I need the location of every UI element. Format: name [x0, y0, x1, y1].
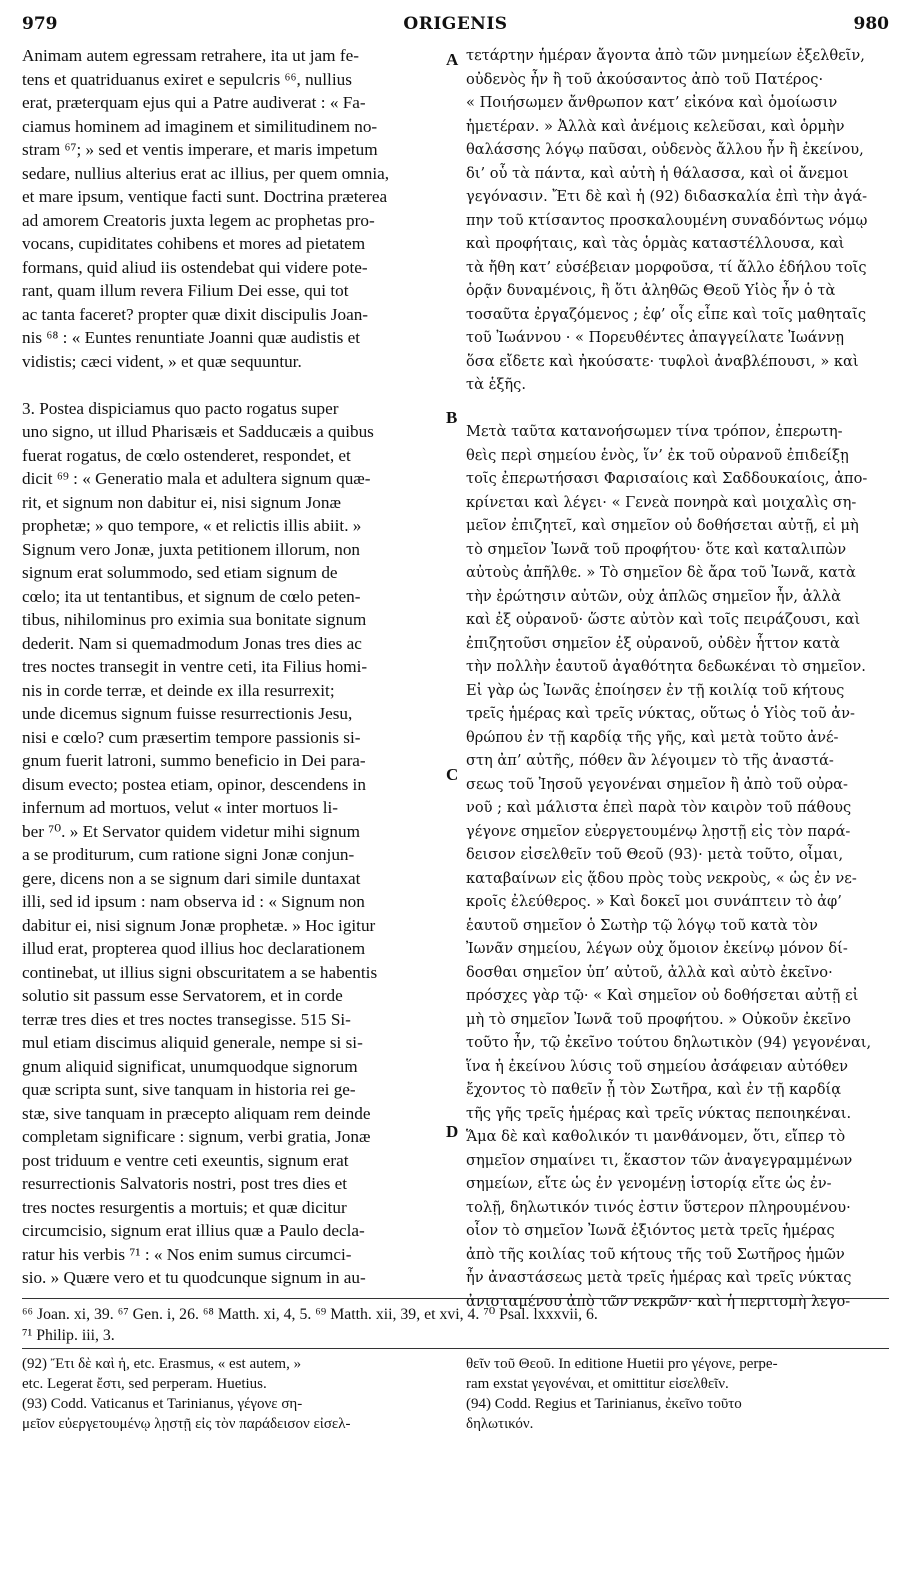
page-header — [22, 14, 889, 40]
text-line: nisi e cœlo? cum præsertim tempore passionis si- — [22, 727, 361, 747]
text-line: τοῦ Ἰωάννου · « Πορευθέντες ἀπαγγείλατε Ἰωάννῃ — [466, 329, 845, 346]
text-line: τρεῖς ἡμέρας καὶ τρεῖς νύκτας, οὕτως ὁ Υἱὸς τοῦ ἀν- — [466, 705, 855, 722]
text-line: τὴν ἐρώτησιν αὐτῶν, οὐχ ἁπλῶς σημεῖον ἦν, ἀλλὰ — [466, 587, 841, 605]
text-line: mul etiam discimus aliquid generale, nempe si si- — [22, 1033, 363, 1052]
text-line: θρώπου ἐν τῇ καρδίᾳ τῆς γῆς, καὶ μετὰ τοῦτο ἀνέ- — [466, 728, 839, 746]
text-line: signum erat solummodo, sed etiam signum de — [22, 563, 338, 582]
text-line: vocans, cupiditates cohibens et mores ad pietatem — [22, 234, 366, 253]
text-line: οἷον τὸ σημεῖον Ἰωνᾶ ἐξιόντος μετὰ τρεῖς ἡμέρας — [466, 1222, 835, 1239]
margin-letter-a: A — [446, 50, 459, 69]
text-line: ad amorem Creatoris juxta legem ac prophetas pro- — [22, 210, 375, 230]
footnote-line: (94) Codd. Regius et Tarinianus, ἐκεῖνο τοῦτο — [466, 1396, 742, 1412]
footnote-line: etc. Legerat ἔστι, sed perperam. Huetius. — [22, 1376, 267, 1392]
text-line: ciamus hominem ad imaginem et similitudinem no- — [22, 116, 378, 136]
text-line: σημεῖον σημαίνει τι, ἕκαστον τῶν ἀναγεγραμμένων — [466, 1151, 853, 1169]
text-line: τὰ ἑξῆς. — [466, 376, 526, 393]
text-line: cœlo; ita ut tentantibus, et signum de cœlo peten- — [22, 586, 361, 606]
text-line: δεισον εἰσελθεῖν τοῦ Θεοῦ (93)· μετὰ τοῦτο, οἶμαι, — [466, 846, 844, 863]
text-line: μὴ τὸ σημεῖον Ἰωνᾶ τοῦ προφήτου. » Οὐκοῦν ἐκεῖνο — [466, 1010, 851, 1028]
text-line: vidistis; cæci vident, » et quæ sequuntur. — [22, 351, 302, 371]
footnote-line: δηλωτικόν. — [466, 1416, 534, 1432]
text-line: δι’ οὗ τὰ πάντα, καὶ αὐτὴ ἡ θάλασσα, καὶ οἱ ἄνεμοι — [466, 164, 849, 182]
reference-line: ⁶⁶ Joan. xi, 39. ⁶⁷ Gen. i, 26. ⁶⁸ Matth. xi, 4, 5. ⁶⁹ Matth. xii, 39, et xvi, 4. ⁷⁰ Psal. lxxxvii, 6. — [22, 1306, 598, 1323]
text-line: quæ scripta sunt, sive tanquam in historia rei ge- — [22, 1080, 356, 1099]
text-line: ac tanta faceret? propter quæ dixit discipulis Joan- — [22, 304, 369, 324]
text-line: unde dicemus signum fuisse resurrectionis Jesu, — [22, 704, 353, 723]
footnote-line: θεῖν τοῦ Θεοῦ. In editione Huetii pro γέγονε, perpe- — [466, 1356, 778, 1372]
text-line: solutio sit passum esse Servatorem, et in corde — [22, 986, 343, 1005]
text-line: ratur his verbis ⁷¹ : « Nos enim sumus circumci- — [22, 1244, 352, 1264]
text-line: τοσαῦτα ἐργαζόμενος ; ἐφ’ οἷς εἶπε καὶ τοῖς μαθηταῖς — [466, 305, 867, 323]
text-line: gnum aliquid significat, unumquodque signorum — [22, 1056, 358, 1076]
text-line: τοῦτο ἦν, τῷ ἐκεῖνο τούτου δηλωτικὸν (94) γεγονέναι, — [466, 1034, 872, 1051]
text-line: prophetæ; » quo tempore, « et relictis illis abiit. » — [22, 516, 362, 535]
greek-text-column — [466, 44, 890, 1313]
margin-letter-c: C — [446, 765, 459, 784]
text-line: a se proditurum, cum ratione signi Jonæ conjun- — [22, 845, 355, 864]
text-line: tres noctes resurgentis a mortuis; et quæ dicitur — [22, 1197, 347, 1217]
text-line: infernum ad mortuos, velut « inter mortuos li- — [22, 798, 339, 817]
footnotes-right — [466, 1354, 890, 1434]
text-line: σεως τοῦ Ἰησοῦ γεγονέναι σημεῖον ἢ ἀπὸ τοῦ οὐρα- — [466, 775, 848, 793]
text-line: ἑαυτοῦ σημεῖον ὁ Σωτὴρ τῷ λόγῳ τοῦ κατὰ τὸν — [466, 916, 818, 934]
text-line: sio. » Quære vero et tu quodcunque signum in au- — [22, 1268, 366, 1287]
text-line: καὶ προφήταις, καὶ τὰς ὁρμὰς καταστέλλουσα, καὶ — [466, 235, 845, 252]
text-line: et mare ipsum, ventique facti sunt. Doctrina præterea — [22, 187, 388, 206]
text-line: dederit. Nam si quemadmodum Jonas tres dies ac — [22, 633, 362, 653]
text-line: tres noctes transegit in ventre ceti, ita Filius homi- — [22, 657, 368, 676]
text-line: resurrectionis Salvatoris nostri, post tres dies et — [22, 1174, 348, 1193]
footnote-line: (93) Codd. Vaticanus et Tarinianus, γέγονε ση- — [22, 1396, 303, 1412]
text-line: θαλάσσης λόγῳ παῦσαι, οὐδενὸς ἄλλου ἦν ἢ ἐκείνου, — [466, 141, 864, 158]
text-line: θεὶς περὶ σημείου ἑνὸς, ἵν’ ἐκ τοῦ οὐρανοῦ ἐπιδείξῃ — [466, 446, 849, 464]
text-line: 3. Postea dispiciamus quo pacto rogatus super — [22, 398, 339, 418]
text-line: σημείων, εἴτε ὡς ἐν γενομένῃ ἱστορίᾳ εἴτε ὡς ἐν- — [466, 1175, 832, 1192]
latin-text-column — [22, 44, 447, 1290]
running-title: ORIGENIS — [403, 14, 508, 34]
footnote-line: ram exstat γεγονέναι, et omittitur εἰσελθεῖν. — [466, 1376, 729, 1392]
text-line: καταβαίνων εἰς ᾅδου πρὸς τοὺς νεκροὺς, « ὡς ἐν νε- — [466, 869, 857, 887]
margin-letter-b: B — [446, 408, 458, 427]
text-line: τολῇ, δηλωτικόν τινός ἐστιν ὕστερον πληρουμένου· — [466, 1198, 851, 1216]
text-line: gnum fuerit latroni, summo beneficio in Dei para- — [22, 751, 366, 770]
paragraph-gap — [22, 373, 447, 397]
paragraph-gap — [466, 397, 890, 421]
reference-line: ⁷¹ Philip. iii, 3. — [22, 1327, 115, 1344]
text-line: ἀπὸ τῆς κοιλίας τοῦ κήτους τῆς τοῦ Σωτῆρος ἡμῶν — [466, 1245, 845, 1263]
text-line: ἵνα ἡ ἐκείνου λύσις τοῦ σημείου ἀσάφειαν αὐτόθεν — [466, 1057, 848, 1075]
footnote-line: (92) Ἔτι δὲ καὶ ἡ, etc. Erasmus, « est autem, » — [22, 1356, 302, 1372]
text-line: γεγόνασιν. Ἔτι δὲ καὶ ἡ (92) διδασκαλία ἐπὶ τὴν ἀγά- — [466, 188, 868, 205]
text-line: tens et quatriduanus exiret e sepulcris ⁶⁶, nullius — [22, 69, 352, 89]
text-line: gere, dicens non a se signum dari simile duntaxat — [22, 868, 361, 888]
text-line: τοῖς ἐπερωτήσασι Φαρισαίοις καὶ Σαδδουκαίοις, ἀπο- — [466, 470, 868, 487]
text-line: πην τοῦ κτίσαντος προσκαλουμένη συναδόντως νόμῳ — [466, 211, 868, 229]
text-line: κρίνεται καὶ λέγει· « Γενεὰ πονηρὰ καὶ μοιχαλὶς ση- — [466, 493, 857, 511]
text-line: illi, sed id ipsum : nam observa id : « Signum non — [22, 892, 365, 911]
text-line: Animam autem egressam retrahere, ita ut jam fe- — [22, 46, 359, 65]
notes-rule — [22, 1348, 889, 1349]
text-line: ἀνισταμένου ἀπὸ τῶν νεκρῶν· καὶ ἡ περιτομὴ λεγο- — [466, 1292, 851, 1310]
text-line: ὅσα εἴδετε καὶ ἠκούσατε· τυφλοὶ ἀναβλέπουσι, » καὶ — [466, 352, 859, 370]
text-line: terræ tres dies et tres noctes transegisse. 515 Si- — [22, 1009, 351, 1029]
text-line: τὸ σημεῖον Ἰωνᾶ τοῦ προφήτου· ὅτε καὶ καταλιπὼν — [466, 540, 847, 558]
margin-letter-d: D — [446, 1122, 459, 1141]
text-line: ἐπιζητοῦσι σημεῖον ἐξ οὐρανοῦ, οὐδὲν ἧττον κατὰ — [466, 634, 840, 652]
text-line: tibus, nihilominus pro eximia sua bonitate signum — [22, 610, 367, 629]
text-line: Ἅμα δὲ καὶ καθολικόν τι μανθάνομεν, ὅτι, εἴπερ τὸ — [466, 1128, 846, 1145]
text-line: πρόσχες γὰρ τῷ· « Καὶ σημεῖον οὐ δοθήσεται αὐτῇ εἰ — [466, 987, 859, 1004]
text-line: μεῖον ἐπιζητεῖ, καὶ σημεῖον οὐ δοθήσεται αὐτῇ, εἰ μὴ — [466, 517, 859, 534]
text-line: formans, quid aliud iis ostendebat qui videre pote- — [22, 257, 368, 277]
text-line: completam significare : signum, verbi gratia, Jonæ — [22, 1127, 371, 1146]
column-number-right: 980 — [853, 14, 889, 34]
column-number-left: 979 — [22, 14, 58, 34]
text-line: rant, quam illum revera Filium Dei esse, qui tot — [22, 281, 349, 300]
text-line: erat, præterquam ejus qui a Patre audiverat : « Fa- — [22, 93, 366, 112]
footnotes-left — [22, 1354, 442, 1434]
text-line: κροῖς ἐλεύθερος. » Καὶ δοκεῖ μοι συνάπτειν τὸ ἀφ’ — [466, 893, 842, 910]
text-line: ἦν ἀναστάσεως μετὰ τρεῖς ἡμέρας καὶ τρεῖς νύκτας — [466, 1269, 852, 1286]
text-line: δοσθαι σημεῖον ὑπ’ αὐτοῦ, ἀλλὰ καὶ αὐτὸ ἐκεῖνο· — [466, 963, 833, 981]
text-line: disum evecto; postea etiam, opinor, descendens in — [22, 774, 366, 794]
text-line: stram ⁶⁷; » sed et ventis imperare, et maris impetum — [22, 140, 378, 159]
text-line: nis ⁶⁸ : « Euntes renuntiate Joanni quæ audistis et — [22, 328, 361, 347]
text-line: ὁρᾷν δυναμένοις, ἢ ὅτι ἀληθῶς Θεοῦ Υἱὸς ἦν ὁ τὰ — [466, 282, 836, 299]
text-line: τετάρτην ἡμέραν ἄγοντα ἀπὸ τῶν μνημείων ἐξελθεῖν, — [466, 47, 865, 64]
text-line: ἡμετέραν. » Ἀλλὰ καὶ ἀνέμοις κελεῦσαι, καὶ ὁρμὴν — [466, 117, 845, 135]
text-line: dabitur ei, nisi signum Jonæ prophetæ. » Hoc igitur — [22, 915, 376, 935]
text-line: τὴν πολλὴν ἑαυτοῦ ἀγαθότητα δεδωκέναι τὸ σημεῖον. — [466, 658, 866, 675]
text-line: rit, et signum non dabitur ei, nisi signum Jonæ — [22, 492, 341, 512]
text-line: dicit ⁶⁹ : « Generatio mala et adultera signum quæ- — [22, 469, 371, 488]
text-line: οὐδενὸς ἦν ἢ τοῦ ἀκούσαντος ἀπὸ τοῦ Πατέρος· — [466, 70, 824, 88]
text-line: τὰ ἤθη κατ’ εὐσέβειαν μορφοῦσα, τί ἄλλο ἐδήλου τοῖς — [466, 258, 867, 276]
text-line: καὶ ἐξ οὐρανοῦ· ὥστε αὐτὸν καὶ τοῖς πειράζουσι, καὶ — [466, 611, 861, 628]
scripture-references — [22, 1304, 889, 1346]
text-line: Signum vero Jonæ, juxta petitionem illorum, non — [22, 539, 361, 559]
text-line: fuerat rogatus, de cœlo ostenderet, respondet, et — [22, 445, 351, 465]
footnote-line: μεῖον εὐεργετουμένῳ λῃστῇ εἰς τὸν παράδεισον εἰσελ- — [22, 1416, 351, 1432]
references-rule — [22, 1298, 889, 1299]
text-line: sedare, nullius alterius erat ac illius, per quem omnia, — [22, 163, 390, 183]
text-line: νοῦ ; καὶ μάλιστα ἐπεὶ παρὰ τὸν καιρὸν τοῦ πάθους — [466, 799, 852, 816]
text-line: αὐτοὺς ἀπῆλθε. » Τὸ σημεῖον δὲ ἄρα τοῦ Ἰωνᾶ, κατὰ — [466, 564, 856, 581]
text-line: circumcisio, signum erat illius quæ a Paulo decla- — [22, 1221, 365, 1240]
text-line: στη ἀπ’ αὐτῆς, πόθεν ἂν λέγοιμεν τὸ τῆς ἀναστά- — [466, 752, 834, 769]
text-line: ber ⁷⁰. » Et Servator quidem videtur mihi signum — [22, 821, 360, 841]
text-line: post triduum e ventre ceti exeuntis, signum erat — [22, 1150, 349, 1170]
text-line: continebat, ut illius signi obscuritatem a se habentis — [22, 962, 378, 982]
text-line: Εἰ γὰρ ὡς Ἰωνᾶς ἐποίησεν ἐν τῇ κοιλίᾳ τοῦ κήτους — [466, 681, 845, 699]
text-line: stæ, sive tanquam in præcepto aliquam rem deinde — [22, 1103, 371, 1123]
text-line: « Ποιήσωμεν ἄνθρωπον κατ’ εἰκόνα καὶ ὁμοίωσιν — [466, 94, 838, 111]
text-line: Ἰωνᾶν σημείου, λέγων οὐχ ὅμοιον ἐκείνῳ μόνον δί- — [466, 940, 848, 957]
text-line: uno signo, ut illud Pharisæis et Sadducæis a quibus — [22, 422, 374, 441]
text-line: illud erat, propterea quod illius hoc declarationem — [22, 939, 366, 958]
text-line: Μετὰ ταῦτα κατανοήσωμεν τίνα τρόπον, ἐπερωτη- — [466, 423, 843, 440]
text-line: ἔχοντος τὸ παθεῖν ᾖ τὸν Σωτῆρα, καὶ ἐν τῇ καρδίᾳ — [466, 1081, 842, 1098]
text-line: nis in corde terræ, et deinde ex illa resurrexit; — [22, 680, 335, 700]
text-line: τῆς γῆς τρεῖς ἡμέρας καὶ τρεῖς νύκτας πεποιηκέναι. — [466, 1104, 852, 1122]
text-line: γέγονε σημεῖον εὐεργετουμένῳ λῃστῇ εἰς τὸν παρά- — [466, 822, 851, 840]
